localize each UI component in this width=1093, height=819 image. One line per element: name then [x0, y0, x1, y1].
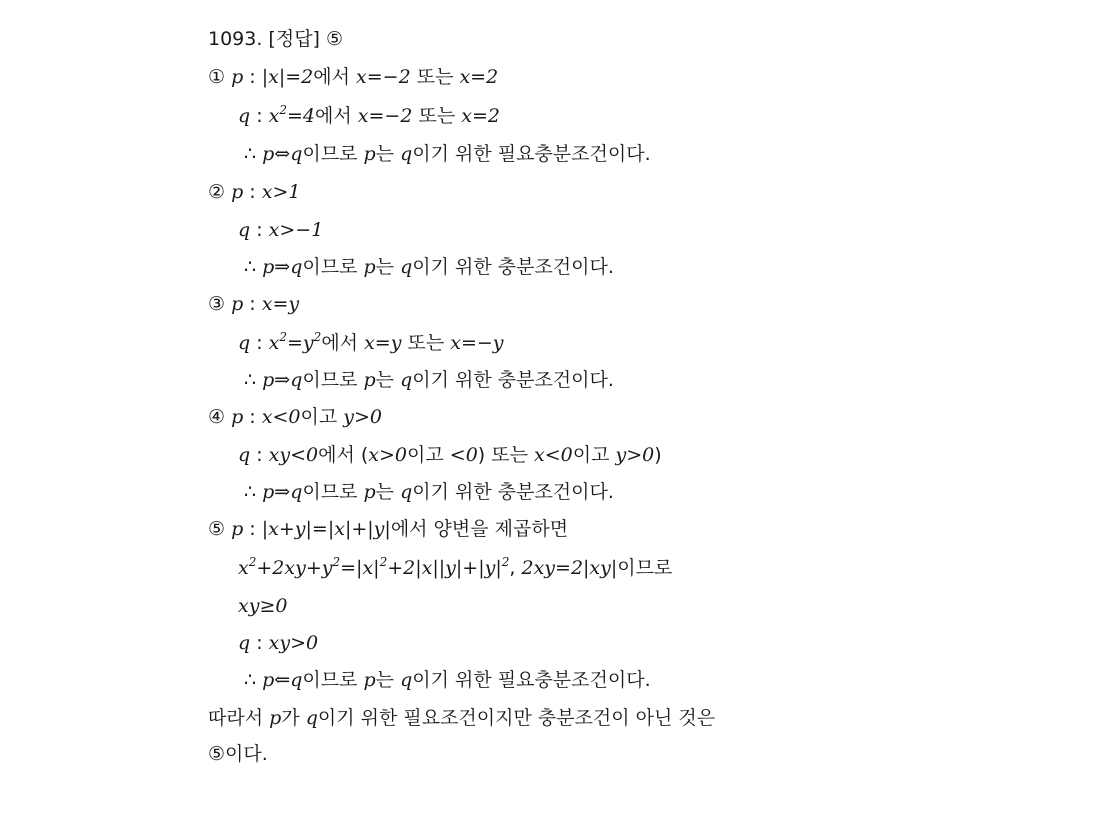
- math-expression: 2xy=2|xy|: [521, 557, 618, 579]
- math-expression: q: [238, 444, 251, 466]
- line-text: 따라서: [208, 707, 270, 729]
- math-expression: p: [363, 369, 376, 391]
- math-expression: q: [400, 143, 413, 165]
- solution-line: [244, 367, 614, 393]
- line-text: 이므로: [617, 557, 673, 579]
- line-text: 또는: [410, 66, 460, 88]
- line-text: 이므로: [302, 669, 364, 691]
- solution-line: [244, 254, 614, 280]
- line-text: 가: [281, 707, 306, 729]
- solution-line: [238, 217, 323, 243]
- line-text: 에서: [313, 66, 357, 88]
- solution-line: [238, 555, 672, 581]
- solution-line: [244, 479, 614, 505]
- math-expression: q: [238, 219, 251, 241]
- math-expression: =|x|: [340, 557, 380, 579]
- line-text: 는: [375, 669, 401, 691]
- line-text: 는: [375, 369, 401, 391]
- math-expression: 2: [379, 555, 388, 569]
- math-expression: p: [231, 406, 244, 428]
- math-expression: q: [305, 707, 318, 729]
- solution-line: [238, 593, 287, 619]
- math-expression: x>−1: [268, 219, 324, 241]
- solution-line: [208, 64, 498, 90]
- math-expression: x=2: [461, 105, 500, 127]
- math-expression: p: [231, 66, 244, 88]
- math-expression: <0: [449, 444, 478, 466]
- line-text: 는: [375, 481, 401, 503]
- math-expression: p: [231, 293, 244, 315]
- solution-line: [238, 630, 318, 656]
- math-expression: q: [400, 481, 413, 503]
- problem-header: 1093. [정답] ⑤: [208, 28, 344, 50]
- line-text: ∴: [244, 481, 263, 503]
- line-text: ∴: [244, 669, 263, 691]
- line-text: ∴: [244, 143, 263, 165]
- math-expression: p⇔q: [262, 143, 303, 165]
- line-text: 이고: [407, 444, 450, 466]
- line-text: 에서 (: [318, 444, 369, 466]
- math-expression: p: [231, 518, 244, 540]
- math-expression: q: [238, 105, 251, 127]
- solution-line: [244, 141, 651, 167]
- line-text: 이므로: [302, 481, 364, 503]
- line-text: ①: [208, 66, 232, 88]
- solution-line: [208, 179, 300, 205]
- math-expression: y>0: [615, 444, 655, 466]
- math-expression: x: [238, 557, 249, 579]
- line-text: 이므로: [302, 256, 364, 278]
- math-expression: p⇒q: [262, 369, 303, 391]
- math-expression: x>0: [368, 444, 408, 466]
- math-expression: y>0: [343, 406, 382, 428]
- line-text: 이기 위한 충분조건이다.: [412, 256, 614, 278]
- line-text: 는: [375, 256, 401, 278]
- line-text: 이므로: [302, 369, 364, 391]
- math-expression: q: [400, 256, 413, 278]
- math-expression: |x+y|=|x|+|y|: [261, 518, 391, 540]
- line-text: 이기 위한 필요충분조건이다.: [412, 669, 651, 691]
- math-expression: q: [238, 632, 251, 654]
- solution-line: [208, 291, 299, 317]
- line-text: :: [243, 66, 262, 88]
- math-expression: x=−y: [450, 332, 504, 354]
- line-text: ②: [208, 181, 232, 203]
- solution-line: [208, 741, 268, 767]
- math-expression: 2: [279, 330, 288, 344]
- solution-line: [238, 442, 662, 468]
- math-expression: p: [363, 256, 376, 278]
- solution-line: [244, 667, 651, 693]
- line-text: 이기 위한 필요조건이지만 충분조건이 아닌 것은: [317, 707, 716, 729]
- solution-line: [238, 330, 504, 356]
- math-expression: p: [363, 143, 376, 165]
- line-text: :: [250, 444, 269, 466]
- math-expression: p⇒q: [262, 256, 303, 278]
- math-expression: 2: [332, 555, 341, 569]
- math-expression: |x|=2: [261, 66, 314, 88]
- math-expression: x=−2: [356, 66, 411, 88]
- solution-line: [208, 516, 568, 542]
- line-text: 이기 위한 필요충분조건이다.: [412, 143, 651, 165]
- math-expression: 2: [248, 555, 257, 569]
- line-text: 또는: [412, 105, 462, 127]
- line-text: ) 또는: [477, 444, 534, 466]
- math-expression: x=y: [261, 293, 300, 315]
- line-text: :: [250, 632, 269, 654]
- line-text: :: [250, 332, 269, 354]
- line-text: :: [243, 406, 262, 428]
- line-text: :: [250, 105, 269, 127]
- line-text: 에서: [321, 332, 365, 354]
- math-expression: =4: [287, 105, 316, 127]
- solution-line: [208, 705, 715, 731]
- math-expression: x=−2: [357, 105, 413, 127]
- math-expression: xy>0: [268, 632, 319, 654]
- math-expression: p: [269, 707, 282, 729]
- math-expression: q: [400, 669, 413, 691]
- line-text: 이고: [300, 406, 344, 428]
- math-expression: 2: [313, 330, 322, 344]
- line-text: ④: [208, 406, 232, 428]
- math-expression: x>1: [261, 181, 301, 203]
- math-expression: q: [238, 332, 251, 354]
- line-text: 에서: [315, 105, 358, 127]
- line-text: 이기 위한 충분조건이다.: [412, 481, 614, 503]
- line-text: 이고: [572, 444, 616, 466]
- line-text: 이기 위한 충분조건이다.: [412, 369, 614, 391]
- solution-line: [208, 404, 382, 430]
- math-expression: xy<0: [268, 444, 319, 466]
- line-text: ∴: [244, 369, 263, 391]
- math-expression: x=2: [459, 66, 499, 88]
- line-text: ): [654, 444, 662, 466]
- line-text: ③: [208, 293, 232, 315]
- math-expression: x<0: [534, 444, 573, 466]
- math-expression: 2: [279, 103, 288, 117]
- math-expression: p: [363, 669, 376, 691]
- line-text: :: [243, 293, 262, 315]
- line-text: :: [250, 219, 269, 241]
- math-expression: x=y: [364, 332, 402, 354]
- solution-line: [238, 103, 500, 129]
- math-expression: 2: [501, 555, 510, 569]
- math-expression: x: [268, 105, 280, 127]
- math-expression: x<0: [261, 406, 301, 428]
- math-expression: +2|x||y|+|y|: [387, 557, 502, 579]
- line-text: ∴: [244, 256, 263, 278]
- math-expression: p⇐q: [262, 669, 303, 691]
- line-text: :: [243, 181, 262, 203]
- line-text: ,: [509, 557, 522, 579]
- math-expression: =y: [287, 332, 314, 354]
- line-text: 이므로: [302, 143, 364, 165]
- line-text: ⑤이다.: [208, 743, 268, 765]
- math-expression: q: [400, 369, 413, 391]
- math-expression: +2xy+y: [256, 557, 333, 579]
- line-text: 는: [375, 143, 401, 165]
- line-text: 또는: [401, 332, 451, 354]
- math-expression: x: [268, 332, 280, 354]
- line-text: :: [243, 518, 262, 540]
- math-expression: xy≥0: [238, 595, 288, 617]
- line-text: 에서 양변을 제곱하면: [390, 518, 569, 540]
- math-expression: p⇒q: [262, 481, 303, 503]
- math-expression: p: [231, 181, 244, 203]
- math-expression: p: [363, 481, 376, 503]
- line-text: ⑤: [208, 518, 232, 540]
